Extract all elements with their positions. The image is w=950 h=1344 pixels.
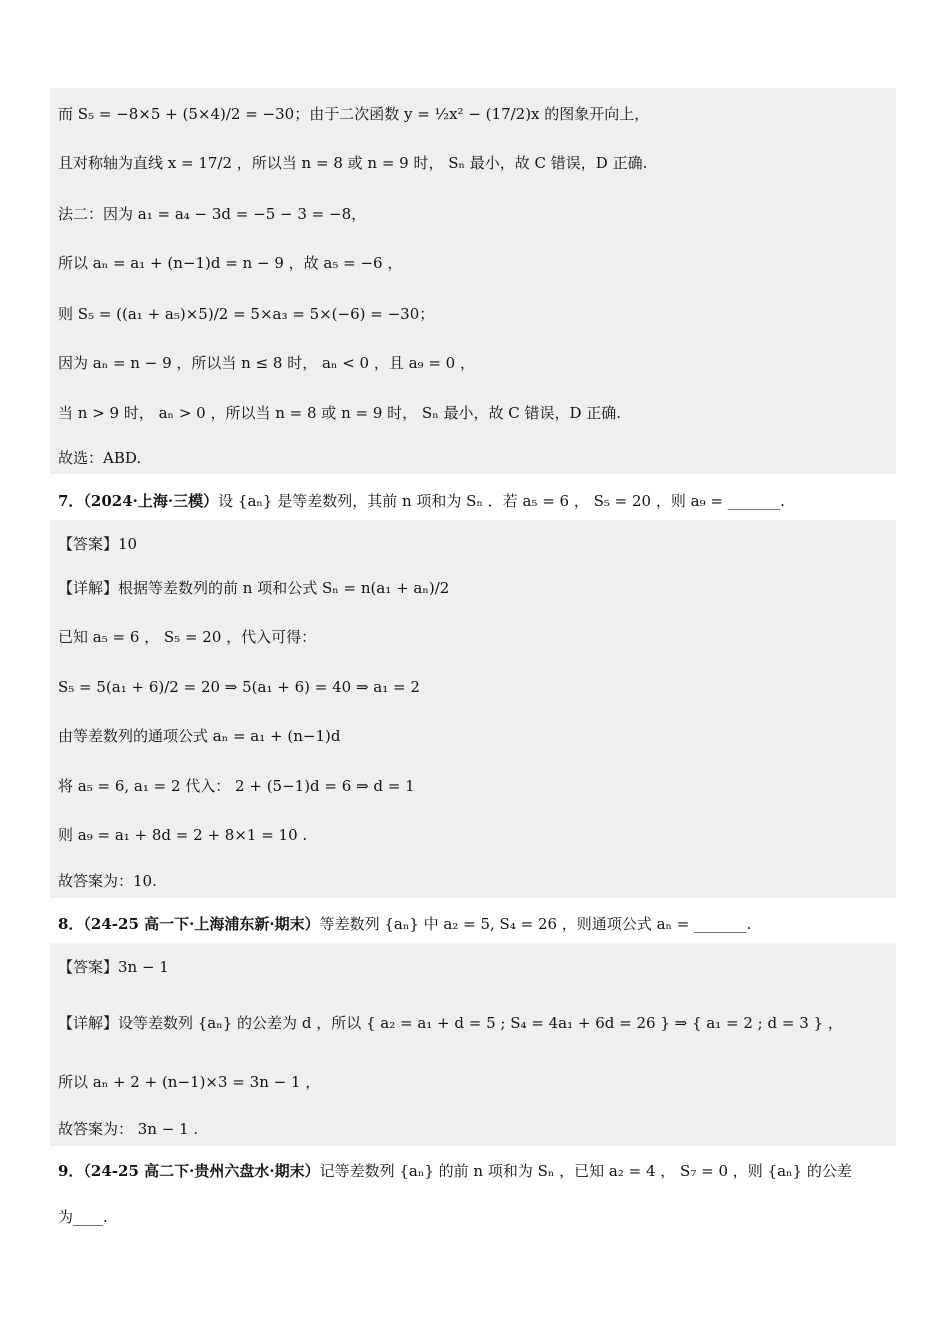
solution-line: 故答案为： 3n − 1 . [58,1120,199,1138]
question-7-label: 7．（2024·上海·三模） [58,492,219,510]
solution-line: 已知 a₅ = 6 ， S₅ = 20 ，代入可得： [58,628,317,646]
solution-line: 所以 aₙ + 2 + (n−1)×3 = 3n − 1 ， [58,1073,321,1091]
solution-line: 由等差数列的通项公式 aₙ = a₁ + (n−1)d [58,727,341,745]
solution-line: 【详解】根据等差数列的前 n 项和公式 Sₙ = n(a₁ + aₙ)/2 [58,579,450,597]
question-9-text: 记等差数列 {aₙ} 的前 n 项和为 Sₙ ，已知 a₂ = 4 ， S₇ = 0 ，则 {aₙ} 的公差 [319,1162,852,1180]
solution-line: 故答案为：10. [58,872,157,890]
answer-line: 【答案】10 [58,535,138,553]
solution-line: 法二：因为 a₁ = a₄ − 3d = −5 − 3 = −8， [58,205,367,223]
solution-line: 则 a₉ = a₁ + 8d = 2 + 8×1 = 10 . [58,826,308,844]
question-7-text: 设 {aₙ} 是等差数列，其前 n 项和为 Sₙ ．若 a₅ = 6 ， S₅ = 20 ，则 a₉ = _______. [218,492,785,510]
solution-line: S₅ = 5(a₁ + 6)/2 = 20 ⇒ 5(a₁ + 6) = 40 ⇒ a₁ = 2 [58,678,420,696]
question-9 [58,1160,852,1182]
question-8-text: 等差数列 {aₙ} 中 a₂ = 5, S₄ = 26 ，则通项公式 aₙ = _______. [319,915,752,933]
solution-line: 则 S₅ = ((a₁ + a₅)×5)/2 = 5×a₃ = 5×(−6) = −30； [58,305,435,323]
question-9-label: 9．（24-25 高二下·贵州六盘水·期末） [58,1162,320,1180]
answer-line: 【答案】3n − 1 [58,958,169,976]
solution-line: 【详解】设等差数列 {aₙ} 的公差为 d ，所以 { a₂ = a₁ + d = 5 ; S₄ = 4a₁ + 6d = 26 } ⇒ { a₁ = 2 ; d = 3 } ， [58,1014,843,1032]
question-8 [58,913,751,935]
solution-line: 且对称轴为直线 x = 17/2 ，所以当 n = 8 或 n = 9 时， Sₙ 最小，故 C 错误，D 正确. [58,154,648,172]
solution-line: 故选：ABD. [58,449,142,467]
solution-line: 所以 aₙ = a₁ + (n−1)d = n − 9 ，故 a₅ = −6 ， [58,254,403,272]
solution-line: 而 S₅ = −8×5 + (5×4)/2 = −30；由于二次函数 y = ½x² − (17/2)x 的图象开向上， [58,105,650,123]
solution-line: 将 a₅ = 6, a₁ = 2 代入： 2 + (5−1)d = 6 ⇒ d = 1 [58,777,415,795]
solution-block-8 [50,943,896,1146]
question-7 [58,490,785,512]
question-8-label: 8．（24-25 高一下·上海浦东新·期末） [58,915,320,933]
solution-line: 因为 aₙ = n − 9 ，所以当 n ≤ 8 时， aₙ < 0 ，且 a₉ = 0 ， [58,354,475,372]
question-9-continuation: 为____. [58,1208,108,1226]
solution-line: 当 n > 9 时， aₙ > 0 ，所以当 n = 8 或 n = 9 时， Sₙ 最小，故 C 错误，D 正确. [58,404,622,422]
